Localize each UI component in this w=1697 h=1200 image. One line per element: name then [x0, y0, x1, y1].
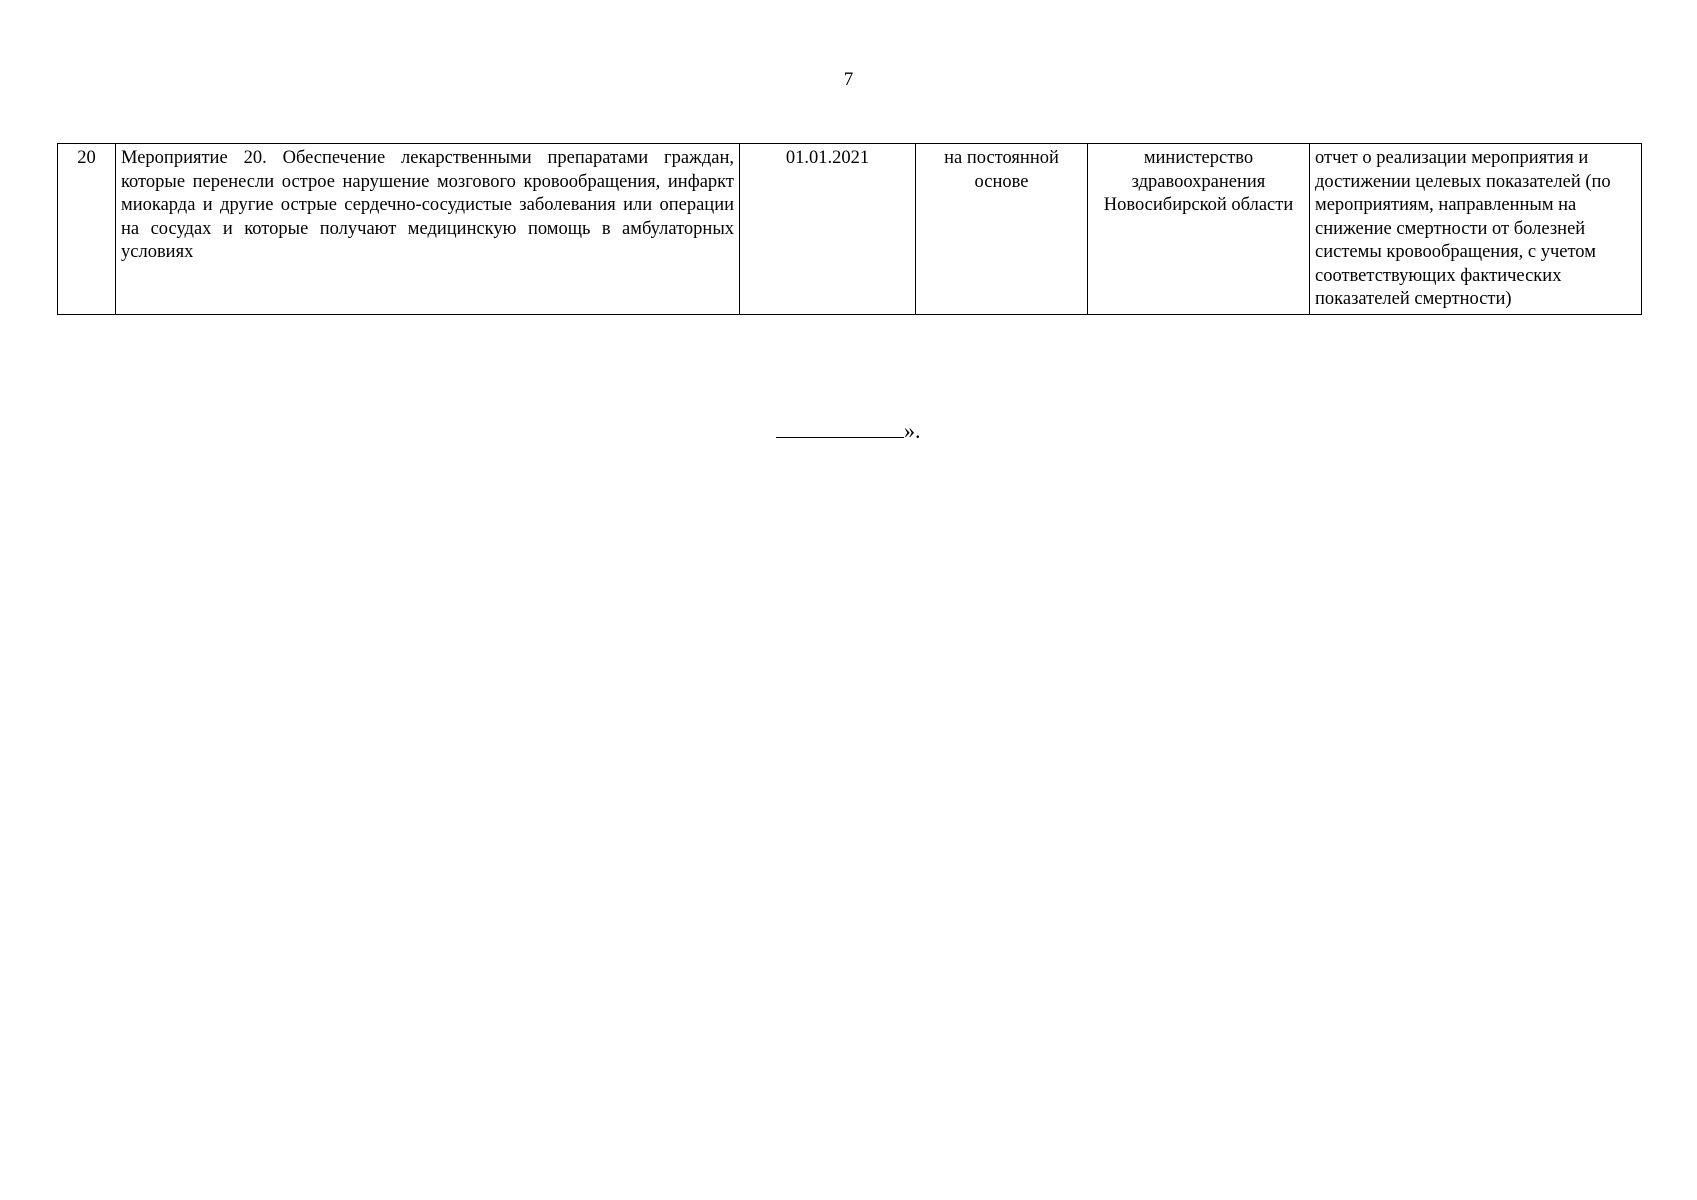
- executor-cell: министерство здравоохранения Новосибирской области: [1088, 144, 1310, 315]
- measure-name-cell: [116, 144, 740, 315]
- row-number-cell: 20: [58, 144, 116, 315]
- result-cell: отчет о реализации мероприятия и достижении целевых показателей (по мероприятиям, направленным на снижение смертности от болезней системы кровообращения, с учетом соответствующих фактических показателей смертности): [1310, 144, 1642, 315]
- measures-table: [57, 143, 1642, 315]
- table-row: [58, 144, 1642, 315]
- period-cell: на постоянной основе: [916, 144, 1088, 315]
- start-date-cell: 01.01.2021: [740, 144, 916, 315]
- closing-mark: [776, 417, 921, 444]
- measure-name-text: Мероприятие 20. Обеспечение лекарственными препаратами граждан, которые перенесли острое нарушение мозгового кровообращения, инфаркт миокарда и другие острые сердечно-сосудистые заболевания или операции на сосудах и которые получают медицинскую помощь в амбулаторных условиях: [121, 148, 734, 262]
- closing-underline: [776, 417, 904, 438]
- closing-quote: ».: [904, 418, 921, 443]
- page-number: 7: [843, 69, 854, 90]
